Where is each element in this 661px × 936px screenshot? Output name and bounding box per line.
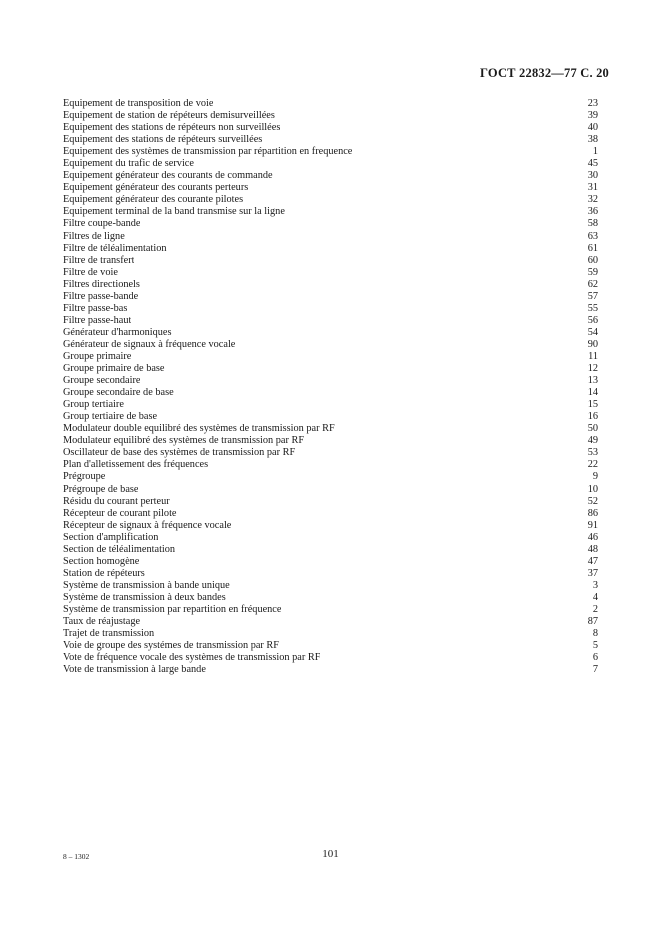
index-entry — [63, 496, 598, 508]
index-entry — [63, 616, 598, 628]
index-page-number: 8 — [592, 628, 598, 640]
index-page-number: 87 — [587, 616, 598, 628]
index-term: Filtre de téléalimentation — [63, 242, 167, 254]
index-page-number: 1 — [592, 146, 598, 158]
index-entry — [63, 447, 598, 459]
index-term: Oscillateur de base des systèmes de transmission par RF — [63, 447, 296, 459]
index-page-number: 63 — [587, 230, 598, 242]
index-page-number: 14 — [587, 387, 598, 399]
index-entry — [63, 122, 598, 134]
index-entry — [63, 508, 598, 520]
index-term: Vote de fréquence vocale des systèmes de transmission par RF — [63, 652, 321, 664]
index-term: Groupe primaire — [63, 350, 132, 362]
index-entry — [63, 351, 598, 363]
page-number: 101 — [322, 848, 339, 860]
index-term: Taux de réajustage — [63, 616, 141, 628]
index-page-number: 59 — [587, 266, 598, 278]
index-term: Section de téléalimentation — [63, 543, 176, 555]
index-entry — [63, 532, 598, 544]
index-page-number: 52 — [587, 495, 598, 507]
index-entry — [63, 471, 598, 483]
index-entry — [63, 411, 598, 423]
index-term: Modulateur double equilibré des systèmes de transmission par RF — [63, 423, 335, 435]
index-entry — [63, 158, 598, 170]
index-term: Section homogène — [63, 555, 140, 567]
index-page-number: 38 — [587, 134, 598, 146]
index-page-number: 15 — [587, 399, 598, 411]
index-entry — [63, 339, 598, 351]
index-page-number: 2 — [592, 603, 598, 615]
index-page-number: 10 — [587, 483, 598, 495]
index-entry — [63, 243, 598, 255]
index-page-number: 58 — [587, 218, 598, 230]
index-page-number: 4 — [592, 591, 598, 603]
index-term: Prégroupe — [63, 471, 106, 483]
index-entry — [63, 303, 598, 315]
index-entry — [63, 459, 598, 471]
index-page-number: 32 — [587, 194, 598, 206]
index-term: Récepteur de courant pilote — [63, 507, 177, 519]
index-page-number: 57 — [587, 290, 598, 302]
index-term: Prégroupe de base — [63, 483, 139, 495]
print-code: 8 – 1302 — [63, 852, 90, 861]
index-page-number: 54 — [587, 326, 598, 338]
index-page-number: 46 — [587, 531, 598, 543]
index-page-number: 37 — [587, 567, 598, 579]
index-term: Plan d'alletissement des fréquences — [63, 459, 209, 471]
index-page-number: 45 — [587, 158, 598, 170]
index-page-number: 91 — [587, 519, 598, 531]
index-term: Filtre passe-haut — [63, 314, 132, 326]
index-term: Générateur d'harmoniques — [63, 326, 172, 338]
document-header: ГОСТ 22832—77 С. 20 — [480, 66, 609, 80]
index-page-number: 50 — [587, 423, 598, 435]
index-entry — [63, 664, 598, 676]
index-term: Système de transmission à bande unique — [63, 579, 230, 591]
index-term: Modulateur equilibré des systèmes de transmission par RF — [63, 435, 305, 447]
index-term: Vote de transmission à large bande — [63, 664, 206, 676]
index-entry — [63, 399, 598, 411]
index-term: Générateur de signaux à fréquence vocale — [63, 338, 236, 350]
index-page-number: 47 — [587, 555, 598, 567]
index-page-number: 86 — [587, 507, 598, 519]
index-page-number: 36 — [587, 206, 598, 218]
index-entry — [63, 628, 598, 640]
index-page-number: 56 — [587, 314, 598, 326]
index-page-number: 16 — [587, 411, 598, 423]
index-term: Equipement générateur des courante pilotes — [63, 194, 244, 206]
index-page-number: 60 — [587, 254, 598, 266]
index-term: Equipement de transposition de voie — [63, 98, 214, 109]
index-entry — [63, 218, 598, 230]
index-term: Système de transmission par repartition en fréquence — [63, 603, 282, 615]
index-term: Group tertiaire de base — [63, 411, 158, 423]
index-entry — [63, 315, 598, 327]
index-page-number: 5 — [592, 640, 598, 652]
index-entry — [63, 134, 598, 146]
index-entry — [63, 206, 598, 218]
index-term: Filtre de voie — [63, 266, 118, 278]
index-term: Equipement générateur des courants de commande — [63, 170, 273, 182]
index-entry — [63, 568, 598, 580]
index-term: Filtre passe-bande — [63, 290, 139, 302]
index-term: Station de répéteurs — [63, 567, 145, 579]
index-page-number: 61 — [587, 242, 598, 254]
index-page-number: 31 — [587, 182, 598, 194]
index-entry — [63, 279, 598, 291]
index-term: Groupe secondaire de base — [63, 387, 174, 399]
index-entry — [63, 110, 598, 122]
index-entry — [63, 291, 598, 303]
index-entry — [63, 182, 598, 194]
index-term: Filtre coupe-bande — [63, 218, 141, 230]
index-entry — [63, 255, 598, 267]
term-index-list — [63, 98, 598, 676]
index-page-number: 6 — [592, 652, 598, 664]
index-term: Equipement des stations de répéteurs surveillées — [63, 134, 263, 146]
index-entry — [63, 580, 598, 592]
index-term: Trajet de transmission — [63, 628, 155, 640]
index-entry — [63, 484, 598, 496]
index-page-number: 90 — [587, 338, 598, 350]
index-page-number: 3 — [592, 579, 598, 591]
index-term: Résidu du courant perteur — [63, 495, 170, 507]
index-term: Filtres de ligne — [63, 230, 125, 242]
index-entry — [63, 520, 598, 532]
index-term: Filtres directionels — [63, 278, 140, 290]
index-entry — [63, 98, 598, 110]
index-term: Equipement des stations de répéteurs non surveillées — [63, 122, 281, 134]
index-page-number: 12 — [587, 363, 598, 375]
index-entry — [63, 652, 598, 664]
index-page-number: 48 — [587, 543, 598, 555]
index-entry — [63, 194, 598, 206]
index-page-number: 7 — [592, 664, 598, 676]
index-term: Section d'amplification — [63, 531, 159, 543]
index-page-number: 53 — [587, 447, 598, 459]
index-term: Groupe primaire de base — [63, 363, 165, 375]
index-term: Equipement de station de répéteurs demisurveillées — [63, 110, 275, 122]
index-page-number: 30 — [587, 170, 598, 182]
index-page-number: 22 — [587, 459, 598, 471]
index-term: Filtre de transfert — [63, 254, 135, 266]
index-entry — [63, 556, 598, 568]
index-page-number: 49 — [587, 435, 598, 447]
index-term: Système de transmission à deux bandes — [63, 591, 226, 603]
index-entry — [63, 267, 598, 279]
index-page-number: 62 — [587, 278, 598, 290]
index-term: Equipement des systèmes de transmission par répartition en frequence — [63, 146, 353, 158]
index-entry — [63, 640, 598, 652]
index-entry — [63, 435, 598, 447]
index-page-number: 39 — [587, 110, 598, 122]
index-entry — [63, 327, 598, 339]
index-entry — [63, 146, 598, 158]
index-entry — [63, 375, 598, 387]
index-page-number: 9 — [592, 471, 598, 483]
index-entry — [63, 592, 598, 604]
index-page-number: 23 — [587, 98, 598, 109]
index-term: Equipement générateur des courants perteurs — [63, 182, 249, 194]
index-page-number: 40 — [587, 122, 598, 134]
index-entry — [63, 423, 598, 435]
index-page-number: 11 — [588, 350, 598, 362]
index-entry — [63, 544, 598, 556]
index-term: Filtre passe-bas — [63, 302, 128, 314]
index-entry — [63, 170, 598, 182]
index-term: Récepteur de signaux à fréquence vocale — [63, 519, 232, 531]
index-entry — [63, 231, 598, 243]
index-term: Voie de groupe des systémes de transmission par RF — [63, 640, 280, 652]
index-entry — [63, 363, 598, 375]
index-term: Equipement terminal de la band transmise sur la ligne — [63, 206, 285, 218]
index-term: Group tertiaire — [63, 399, 124, 411]
index-term: Groupe secondaire — [63, 375, 141, 387]
index-term: Equipement du trafic de service — [63, 158, 194, 170]
index-page-number: 55 — [587, 302, 598, 314]
index-entry — [63, 387, 598, 399]
index-entry — [63, 604, 598, 616]
index-page-number: 13 — [587, 375, 598, 387]
